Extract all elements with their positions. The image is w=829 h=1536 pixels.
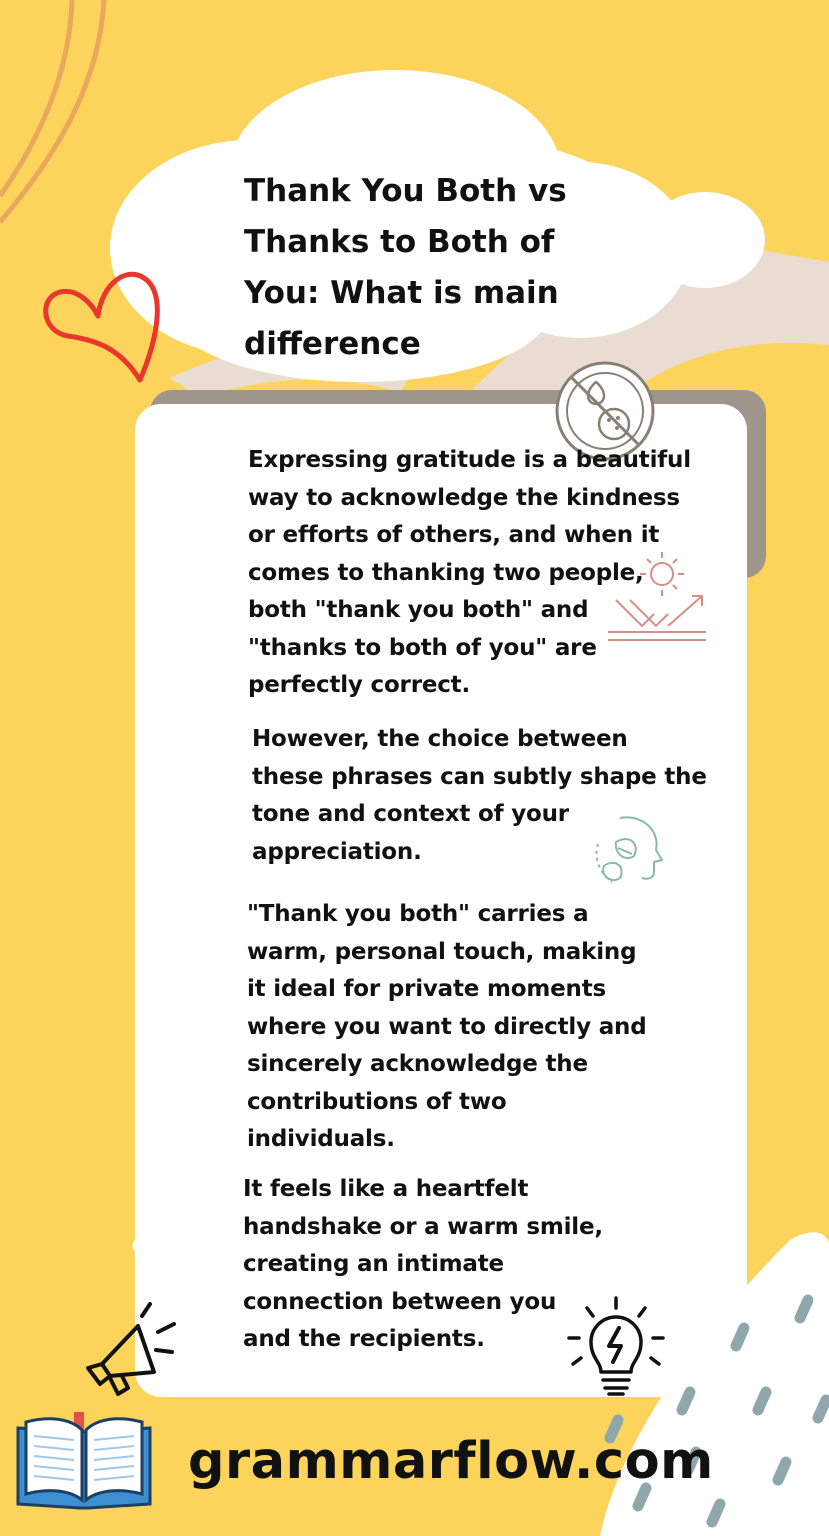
paragraph-however: However, the choice between these phrases can subtly shape the tone and context of your appreciation. (252, 726, 707, 865)
lightbulb-icon (565, 1294, 667, 1402)
paragraph-heartfelt: It feels like a heartfelt handshake or a warm smile, creating an intimate connection between you and the recipients. (243, 1176, 603, 1352)
open-book-icon (14, 1410, 154, 1516)
paragraph-thank-you-both: "Thank you both" carries a warm, personal touch, making it ideal for private moments where you want to directly and sincerely acknowledge the contributions of two individuals. (247, 901, 647, 1152)
paragraph-intro: Expressing gratitude is a beautiful way to acknowledge the kindness or efforts of others, and when it comes to thanking two people, both "thank you both" and "thanks to both of you" are perfectly correct. (248, 447, 691, 698)
megaphone-icon (80, 1302, 180, 1398)
page-title: Thank You Both vs Thanks to Both of You: What is main difference (244, 173, 567, 362)
brand-domain[interactable]: grammarflow.com (188, 1432, 714, 1491)
